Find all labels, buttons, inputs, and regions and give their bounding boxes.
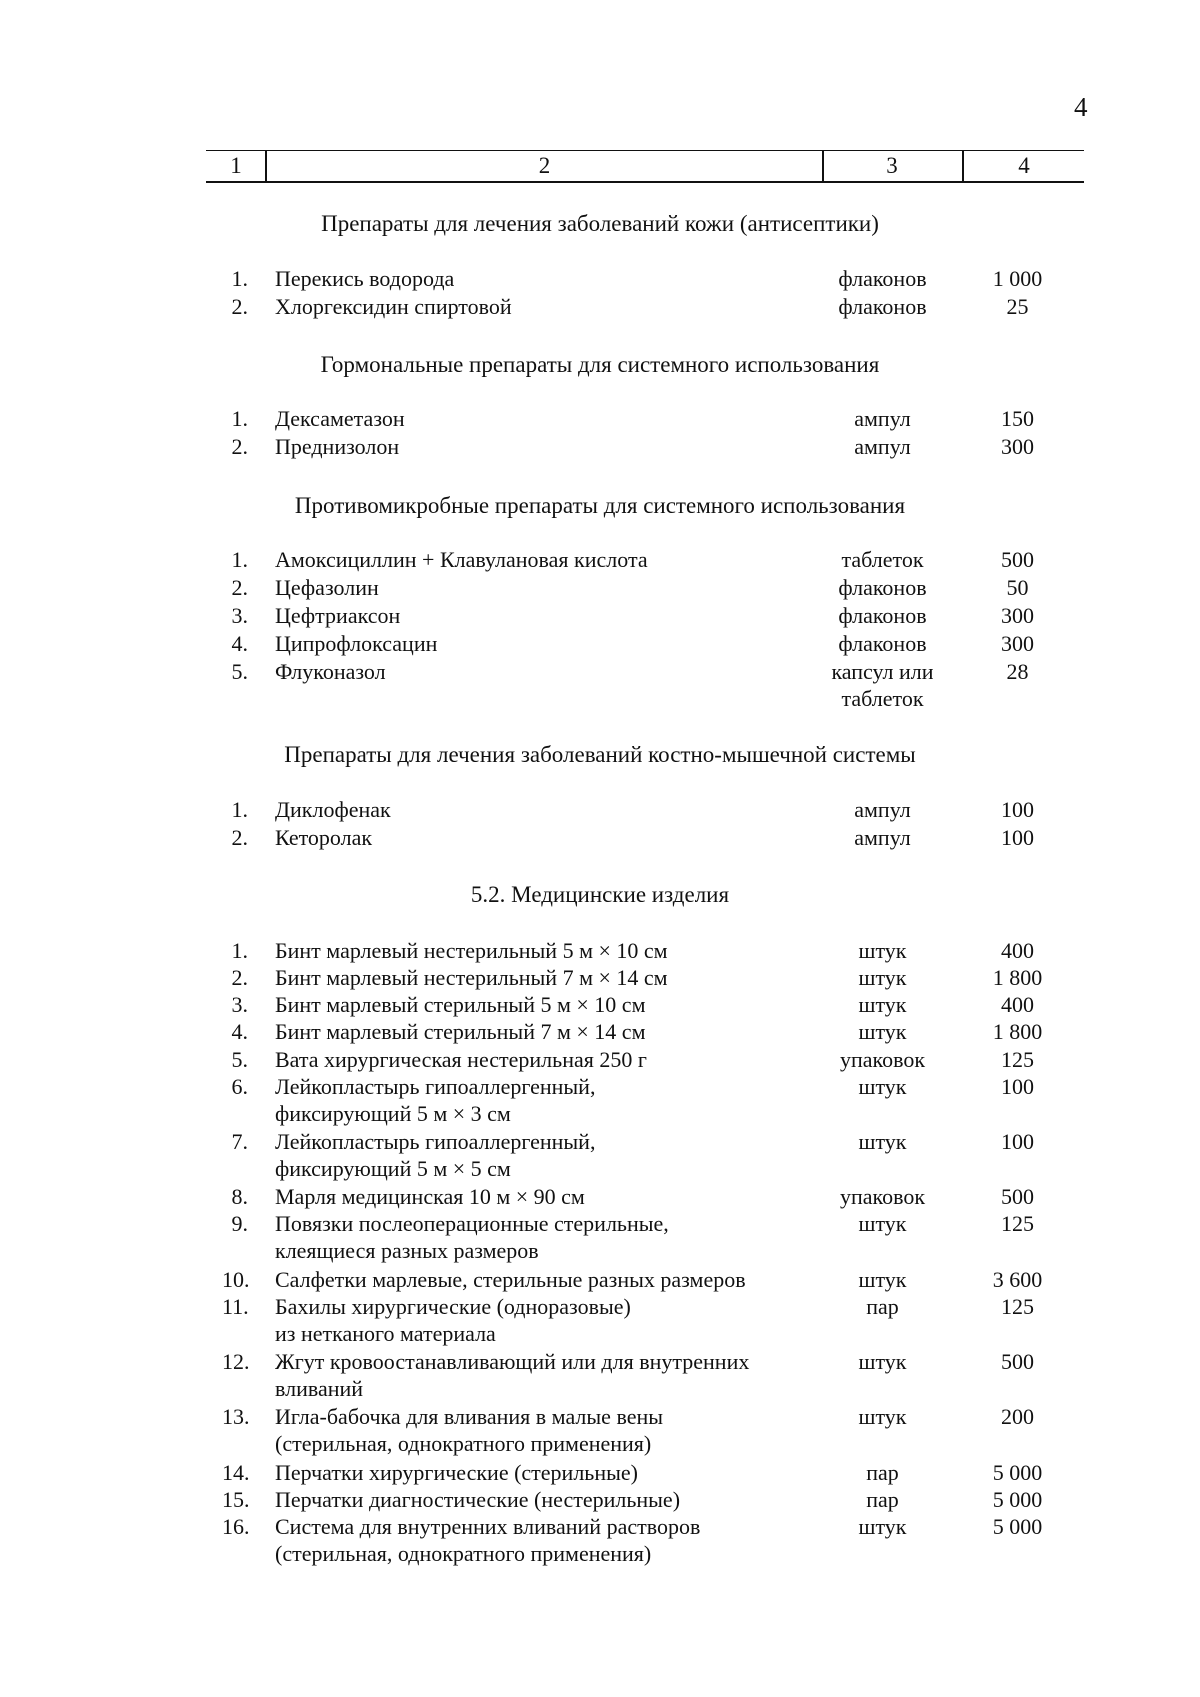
item-quantity: 50 (1006, 575, 1029, 600)
item-unit: ампул (854, 434, 911, 459)
item-unit: пар (866, 1460, 899, 1485)
item-quantity: 200 (1001, 1404, 1034, 1429)
item-quantity: 1 000 (992, 266, 1043, 291)
item-quantity: 100 (1001, 1129, 1034, 1154)
item-unit: капсул или (831, 659, 934, 684)
section-title: Препараты для лечения заболеваний кожи (антисептики) (321, 211, 879, 236)
item-number: 5. (231, 659, 248, 684)
item-quantity: 100 (1001, 797, 1034, 822)
item-quantity: 500 (1001, 547, 1034, 572)
item-quantity: 100 (1001, 825, 1034, 850)
item-unit: штук (858, 1129, 907, 1154)
item-unit: штук (858, 1349, 907, 1374)
item-number: 1. (231, 938, 248, 963)
item-name: Ципрофлоксацин (275, 631, 438, 656)
item-number: 10. (222, 1267, 250, 1292)
item-name: Марля медицинская 10 м × 90 см (275, 1184, 585, 1209)
item-unit: флаконов (838, 294, 927, 319)
item-unit: штук (858, 992, 907, 1017)
item-name: Вата хирургическая нестерильная 250 г (275, 1047, 647, 1072)
section-title: Препараты для лечения заболеваний костно-мышечной системы (284, 742, 916, 767)
item-quantity: 25 (1006, 294, 1029, 319)
table-header (206, 150, 1084, 183)
header-col-1: 1 (230, 153, 242, 178)
item-name: вливаний (275, 1376, 364, 1401)
item-unit: штук (858, 965, 907, 990)
item-number: 11. (222, 1294, 249, 1319)
item-number: 3. (231, 992, 248, 1017)
item-quantity: 500 (1001, 1184, 1034, 1209)
item-name: Игла-бабочка для вливания в малые вены (275, 1404, 664, 1429)
item-unit: пар (866, 1294, 899, 1319)
item-name: клеящиеся разных размеров (275, 1238, 539, 1263)
item-name: Жгут кровоостанавливающий или для внутренних (275, 1349, 750, 1374)
item-unit: штук (858, 1211, 907, 1236)
item-quantity: 300 (1001, 603, 1034, 628)
item-unit: штук (858, 1514, 907, 1539)
item-number: 5. (231, 1047, 248, 1072)
item-quantity: 1 800 (992, 965, 1043, 990)
item-quantity: 500 (1001, 1349, 1034, 1374)
item-number: 7. (231, 1129, 248, 1154)
item-unit: упаковок (839, 1184, 926, 1209)
item-name: из нетканого материала (275, 1321, 496, 1346)
item-unit: ампул (854, 406, 911, 431)
item-number: 1. (231, 547, 248, 572)
item-unit: таблеток (841, 686, 924, 711)
item-name: Бинт марлевый стерильный 5 м × 10 см (275, 992, 646, 1017)
item-name: Бинт марлевый стерильный 7 м × 14 см (275, 1019, 646, 1044)
item-number: 2. (231, 965, 248, 990)
item-unit: флаконов (838, 603, 927, 628)
item-name: Амоксициллин + Клавулановая кислота (275, 547, 648, 572)
item-number: 3. (231, 603, 248, 628)
item-number: 2. (231, 575, 248, 600)
item-quantity: 125 (1001, 1211, 1034, 1236)
item-number: 4. (231, 631, 248, 656)
item-name: Салфетки марлевые, стерильные разных размеров (275, 1267, 746, 1292)
item-quantity: 300 (1001, 434, 1034, 459)
item-quantity: 1 800 (992, 1019, 1043, 1044)
item-quantity: 125 (1001, 1047, 1034, 1072)
header-col-3: 3 (822, 151, 964, 181)
item-name: фиксирующий 5 м × 5 см (275, 1156, 511, 1181)
item-name: Преднизолон (275, 434, 400, 459)
item-number: 2. (231, 294, 248, 319)
item-name: Лейкопластырь гипоаллергенный, (275, 1129, 596, 1154)
item-name: Дексаметазон (275, 406, 405, 431)
item-quantity: 400 (1001, 938, 1034, 963)
item-unit: флаконов (838, 266, 927, 291)
item-name: Бинт марлевый нестерильный 7 м × 14 см (275, 965, 668, 990)
section-title: Гормональные препараты для системного использования (320, 352, 880, 377)
item-quantity: 3 600 (992, 1267, 1043, 1292)
item-number: 1. (231, 266, 248, 291)
item-number: 16. (222, 1514, 250, 1539)
page-number: 4 (1074, 92, 1088, 122)
item-number: 8. (231, 1184, 248, 1209)
item-unit: таблеток (841, 547, 924, 572)
item-unit: ампул (854, 825, 911, 850)
item-unit: штук (858, 1267, 907, 1292)
item-quantity: 5 000 (992, 1487, 1043, 1512)
header-col-4: 4 (1018, 153, 1030, 178)
item-number: 12. (222, 1349, 250, 1374)
item-number: 9. (231, 1211, 248, 1236)
item-number: 6. (231, 1074, 248, 1099)
item-number: 1. (231, 406, 248, 431)
item-name: Перчатки хирургические (стерильные) (275, 1460, 638, 1485)
item-name: Флуконазол (275, 659, 386, 684)
header-col-2: 2 (265, 151, 824, 181)
item-name: Бахилы хирургические (одноразовые) (275, 1294, 631, 1319)
item-number: 15. (222, 1487, 250, 1512)
item-number: 1. (231, 797, 248, 822)
section-title: 5.2. Медицинские изделия (470, 882, 730, 907)
item-name: Цефазолин (275, 575, 379, 600)
item-quantity: 400 (1001, 992, 1034, 1017)
item-number: 2. (231, 434, 248, 459)
item-name: Бинт марлевый нестерильный 5 м × 10 см (275, 938, 668, 963)
item-number: 13. (222, 1404, 250, 1429)
item-unit: флаконов (838, 575, 927, 600)
item-quantity: 5 000 (992, 1460, 1043, 1485)
item-unit: штук (858, 1019, 907, 1044)
item-unit: пар (866, 1487, 899, 1512)
section-title: Противомикробные препараты для системного использования (294, 493, 906, 518)
item-quantity: 150 (1001, 406, 1034, 431)
item-unit: ампул (854, 797, 911, 822)
item-quantity: 100 (1001, 1074, 1034, 1099)
item-name: Перекись водорода (275, 266, 455, 291)
item-number: 4. (231, 1019, 248, 1044)
item-quantity: 5 000 (992, 1514, 1043, 1539)
item-unit: флаконов (838, 631, 927, 656)
item-name: Повязки послеоперационные стерильные, (275, 1211, 669, 1236)
item-quantity: 300 (1001, 631, 1034, 656)
item-name: (стерильная, однократного применения) (275, 1541, 652, 1566)
item-name: фиксирующий 5 м × 3 см (275, 1101, 511, 1126)
item-unit: штук (858, 1074, 907, 1099)
item-quantity: 125 (1001, 1294, 1034, 1319)
item-name: Цефтриаксон (275, 603, 401, 628)
item-number: 14. (222, 1460, 250, 1485)
item-unit: упаковок (839, 1047, 926, 1072)
item-unit: штук (858, 1404, 907, 1429)
item-name: Лейкопластырь гипоаллергенный, (275, 1074, 596, 1099)
item-name: Система для внутренних вливаний растворов (275, 1514, 701, 1539)
item-number: 2. (231, 825, 248, 850)
item-quantity: 28 (1006, 659, 1029, 684)
item-name: Диклофенак (275, 797, 391, 822)
item-name: Кеторолак (275, 825, 373, 850)
item-name: (стерильная, однократного применения) (275, 1431, 652, 1456)
item-unit: штук (858, 938, 907, 963)
item-name: Перчатки диагностические (нестерильные) (275, 1487, 681, 1512)
item-name: Хлоргексидин спиртовой (275, 294, 512, 319)
